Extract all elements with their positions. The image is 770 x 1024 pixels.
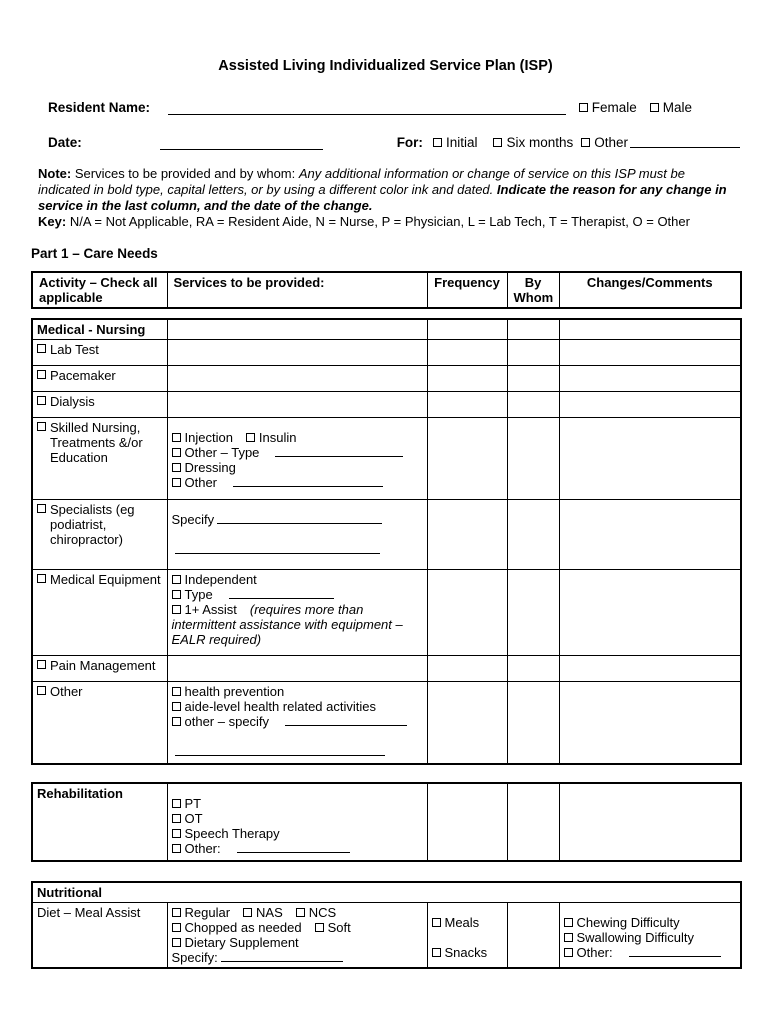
checkbox-label: Skilled Nursing, Treatments &/or Education [50,420,143,465]
pain-management-by-whom-cell [507,656,559,682]
table-line [432,915,503,930]
table-line [37,684,163,699]
checkbox-label: Independent [184,572,257,587]
table-line [172,920,423,935]
checkbox-label: Other – Type [184,445,260,460]
checkbox-option [315,920,351,935]
table-line [37,322,163,337]
diet-meal-assist-row [32,902,741,968]
male-checkbox[interactable] [650,103,659,112]
initial-option [433,135,478,150]
other-activity-cell [32,682,167,764]
rehabilitation-by-whom-cell [507,783,559,861]
checkbox[interactable] [564,918,573,927]
checkbox[interactable] [37,344,46,353]
checkbox[interactable] [172,908,181,917]
checkbox-option [172,684,285,699]
write-in-line[interactable] [237,842,350,853]
checkbox[interactable] [37,574,46,583]
specialists-changes-cell [559,500,741,570]
for-label: For: [396,135,423,150]
diet-meal-assist-by-whom-cell [507,902,559,968]
checkbox-label: Soft [327,919,351,935]
checkbox-label: Lab Test [50,342,99,357]
date-field[interactable] [160,139,323,150]
checkbox[interactable] [172,478,181,487]
checkbox-option [172,587,213,602]
table-line [37,420,163,465]
checkbox-option [37,572,163,587]
key-label: Key: [38,214,67,229]
checkbox-label: Chewing Difficulty [576,914,680,930]
rehabilitation-frequency-cell [427,783,507,861]
lab-test-by-whom-cell [507,340,559,366]
medical-nursing-header-frequency-cell [427,319,507,340]
medical-nursing-header-changes-cell [559,319,741,340]
checkbox-option [172,475,218,490]
checkbox-option [243,905,283,920]
lab-test-activity-cell [32,340,167,366]
pacemaker-row [32,366,741,392]
rehabilitation-table [31,782,742,862]
rehabilitation-changes-cell [559,783,741,861]
skilled-nursing-changes-cell [559,418,741,500]
diet-meal-assist-activity-cell [32,902,167,968]
table-line [172,475,423,490]
checkbox-label: PT [184,795,202,811]
diet-meal-assist-frequency-cell [427,902,507,968]
table-line [37,368,163,383]
for-other-label: Other [594,135,628,150]
checkbox[interactable] [37,396,46,405]
medical-nursing-header-activity-cell [32,319,167,340]
lab-test-services-cell [167,340,427,366]
checkbox[interactable] [315,923,324,932]
checkbox-label: Type [184,587,213,602]
table-line [172,460,423,475]
diet-meal-assist-services-cell [167,902,427,968]
checkbox-option [564,930,695,945]
table-line [172,841,423,856]
checkbox-label: Dietary Supplement [184,934,299,950]
pain-management-frequency-cell [427,656,507,682]
skilled-nursing-row [32,418,741,500]
medical-nursing-header-by-whom-cell [507,319,559,340]
checkbox-option [172,430,233,445]
checkbox-option [432,945,488,960]
write-in-line[interactable] [175,543,380,554]
table-line [37,885,736,900]
table-line [564,915,737,930]
checkbox[interactable] [172,687,181,696]
checkbox-label: NAS [256,904,283,920]
checkbox[interactable] [172,463,181,472]
checkbox-label: Insulin [258,430,297,445]
checkbox-option [172,602,237,617]
column-header: By Whom [507,272,559,308]
table-line [172,699,423,714]
checkbox-option [172,935,299,950]
cell-text: Rehabilitation [37,785,123,801]
six-months-checkbox[interactable] [493,138,502,147]
write-in-line[interactable] [175,745,385,756]
male-label: Male [662,100,692,115]
table-line [37,342,163,357]
checkbox-label: other – specify [184,714,270,729]
checkbox-option [172,445,260,460]
table-line [172,935,423,950]
medical-equipment-changes-cell [559,570,741,656]
care-needs-tables [31,271,740,969]
female-option [579,100,637,115]
female-checkbox[interactable] [579,103,588,112]
checkbox[interactable] [246,433,255,442]
other-frequency-cell [427,682,507,764]
checkbox-option [564,945,613,960]
write-in-line[interactable] [221,951,343,962]
checkbox-label: health prevention [184,684,285,699]
cell-text: Nutritional [37,884,102,900]
pain-management-activity-cell [32,656,167,682]
skilled-nursing-by-whom-cell [507,418,559,500]
checkbox[interactable] [172,702,181,711]
write-in-line[interactable] [229,588,334,599]
table-line [172,572,423,587]
other-changes-cell [559,682,741,764]
key-value: N/A = Not Applicable, RA = Resident Aide, N = Nurse, P = Physician, L = Lab Tech, T = Therapist, O = Other [69,214,690,229]
diet-meal-assist-changes-cell [559,902,741,968]
column-header: Activity – Check all applicable [32,272,167,308]
table-line [172,684,423,699]
pacemaker-activity-cell [32,366,167,392]
pacemaker-changes-cell [559,366,741,392]
table-line [172,826,423,841]
checkbox-label: Chopped as needed [184,919,302,935]
note-text [38,166,738,214]
female-label: Female [591,100,637,115]
checkbox[interactable] [37,686,46,695]
checkbox-label: Snacks [444,944,488,960]
checkbox[interactable] [37,422,46,431]
checkbox[interactable] [172,605,181,614]
checkbox-label: Other [50,684,83,699]
specialists-services-cell [167,500,427,570]
six-months-option [493,135,573,150]
column-header: Frequency [427,272,507,308]
cell-text: Medical - Nursing [37,322,146,337]
checkbox[interactable] [172,923,181,932]
checkbox-option [296,905,336,920]
medical-equipment-row [32,570,741,656]
checkbox-option [37,368,163,383]
checkbox-option [37,342,163,357]
for-other-checkbox[interactable] [581,138,590,147]
for-other-field[interactable] [630,137,740,148]
write-in-line[interactable] [217,513,382,524]
pacemaker-frequency-cell [427,366,507,392]
pacemaker-by-whom-cell [507,366,559,392]
table-line [37,905,163,920]
dialysis-services-cell [167,392,427,418]
other-row [32,682,741,764]
checkbox-label: Specialists (eg podiatrist, chiropractor) [50,502,135,547]
specialists-activity-cell [32,500,167,570]
checkbox-label: aide-level health related activities [184,699,376,714]
note-plain: Services to be provided and by whom: [74,166,296,181]
checkbox-option [37,684,163,699]
column-header-row [32,272,741,308]
checkbox-option [37,658,163,673]
dialysis-row [32,392,741,418]
skilled-nursing-services-cell [167,418,427,500]
initial-checkbox[interactable] [433,138,442,147]
table-line [37,786,163,801]
date-label: Date: [48,135,82,150]
checkbox[interactable] [432,918,441,927]
checkbox-label: 1+ Assist [184,602,237,617]
checkbox-label: Pain Management [50,658,156,673]
medical-nursing-header-services-cell [167,319,427,340]
checkbox-label: Other: [184,840,221,856]
checkbox[interactable] [37,660,46,669]
table-line [37,394,163,409]
dialysis-activity-cell [32,392,167,418]
specialists-by-whom-cell [507,500,559,570]
checkbox[interactable] [243,908,252,917]
checkbox-option [37,420,163,465]
rehabilitation-activity-cell [32,783,167,861]
table-line [172,512,423,527]
checkbox[interactable] [172,433,181,442]
table-line [172,527,423,542]
checkbox[interactable] [172,799,181,808]
medical-equipment-activity-cell [32,570,167,656]
checkbox-label: Injection [184,430,233,445]
table-line [172,587,423,602]
medical-equipment-frequency-cell [427,570,507,656]
checkbox-option [172,572,257,587]
table-line [172,811,423,826]
checkbox-option [172,714,270,729]
skilled-nursing-frequency-cell [427,418,507,500]
table-line [172,950,423,965]
six-months-label: Six months [506,135,574,150]
checkbox-option [172,460,236,475]
nutritional-header-cell [32,882,741,903]
checkbox-option [37,502,163,547]
initial-label: Initial [445,135,478,150]
cell-text: Specify [171,512,215,527]
medical-equipment-by-whom-cell [507,570,559,656]
checkbox-option [172,796,202,811]
lab-test-changes-cell [559,340,741,366]
table-line [172,714,423,729]
male-option [650,100,692,115]
lab-test-frequency-cell [427,340,507,366]
checkbox-option [564,915,680,930]
pain-management-changes-cell [559,656,741,682]
checkbox[interactable] [172,829,181,838]
column-header: Changes/Comments [559,272,741,308]
checkbox-option [172,826,280,841]
cell-text: Diet – Meal Assist [37,904,141,920]
write-in-line[interactable] [629,946,721,957]
checkbox[interactable] [172,448,181,457]
cell-text: Specify: [171,949,218,965]
note-italic: Any additional information or change of service on this ISP must be indicated in bold type, capital letters, or by using a different color ink and dated. [38,166,685,197]
checkbox[interactable] [172,590,181,599]
table-line [172,729,423,744]
resident-name-label: Resident Name: [48,100,151,115]
checkbox-label: Swallowing Difficulty [576,929,695,945]
checkbox-option [172,811,203,826]
checkbox[interactable] [172,814,181,823]
checkbox-option [172,920,302,935]
checkbox[interactable] [296,908,305,917]
note-label: Note: [38,166,72,181]
write-in-line[interactable] [233,476,383,487]
resident-name-field[interactable] [168,104,566,115]
table-line [172,744,423,759]
other-by-whom-cell [507,682,559,764]
table-line [172,430,423,445]
rehabilitation-services-cell [167,783,427,861]
checkbox-option [37,394,163,409]
checkbox-label: Dialysis [50,394,95,409]
write-in-line[interactable] [275,446,403,457]
for-other-option [581,135,740,150]
care-needs-header-table [31,271,742,309]
checkbox-option [432,915,480,930]
checkbox[interactable] [564,948,573,957]
skilled-nursing-activity-cell [32,418,167,500]
pain-management-services-cell [167,656,427,682]
part-title: Part 1 – Care Needs [31,246,158,261]
checkbox-label: Other: [576,944,613,960]
checkbox-label: Pacemaker [50,368,116,383]
table-line [172,796,423,811]
checkbox-option [172,905,231,920]
checkbox-option [246,430,297,445]
specialists-row [32,500,741,570]
table-line [172,602,423,647]
page-title: Assisted Living Individualized Service Plan (ISP) [218,58,553,74]
table-line [564,945,737,960]
checkbox[interactable] [564,933,573,942]
specialists-frequency-cell [427,500,507,570]
rehabilitation-row [32,783,741,861]
pain-management-row [32,656,741,682]
table-line [37,502,163,547]
checkbox-label: Dressing [184,460,236,475]
table-line [432,945,503,960]
lab-test-row [32,340,741,366]
key-text [38,214,738,230]
checkbox-label: Speech Therapy [184,825,280,841]
dialysis-changes-cell [559,392,741,418]
column-header: Services to be provided: [167,272,427,308]
checkbox-label: NCS [308,904,337,920]
note-bold-italic: Indicate the reason for any change in service in the last column, and the date of the change. [38,182,727,213]
checkbox-label: Regular [184,904,231,920]
checkbox[interactable] [172,844,181,853]
checkbox-label: Meals [444,914,480,930]
table-line [37,572,163,587]
checkbox-option [172,699,377,714]
checkbox-label: Other [184,475,218,490]
table-line [172,542,423,557]
nutritional-table [31,881,742,969]
write-in-line[interactable] [285,715,407,726]
nutritional-header-row [32,882,741,903]
checkbox[interactable] [172,575,181,584]
table-line [172,445,423,460]
table-line [172,905,423,920]
table-line [432,930,503,945]
checkbox-label: OT [184,810,203,826]
pacemaker-services-cell [167,366,427,392]
dialysis-by-whom-cell [507,392,559,418]
table-line [37,658,163,673]
checkbox[interactable] [432,948,441,957]
medical-nursing-header-row [32,319,741,340]
medical-equipment-services-cell [167,570,427,656]
checkbox[interactable] [172,717,181,726]
table-line [564,930,737,945]
checkbox[interactable] [37,370,46,379]
medical-nursing-table [31,318,742,765]
resident-name-row [48,100,740,115]
checkbox-label: Medical Equipment [50,572,161,587]
checkbox[interactable] [37,504,46,513]
dialysis-frequency-cell [427,392,507,418]
cell-text: (requires more than intermittent assistance with equipment – EALR required) [171,602,403,647]
other-services-cell [167,682,427,764]
checkbox[interactable] [172,938,181,947]
checkbox-option [172,841,221,856]
date-row [48,135,740,150]
